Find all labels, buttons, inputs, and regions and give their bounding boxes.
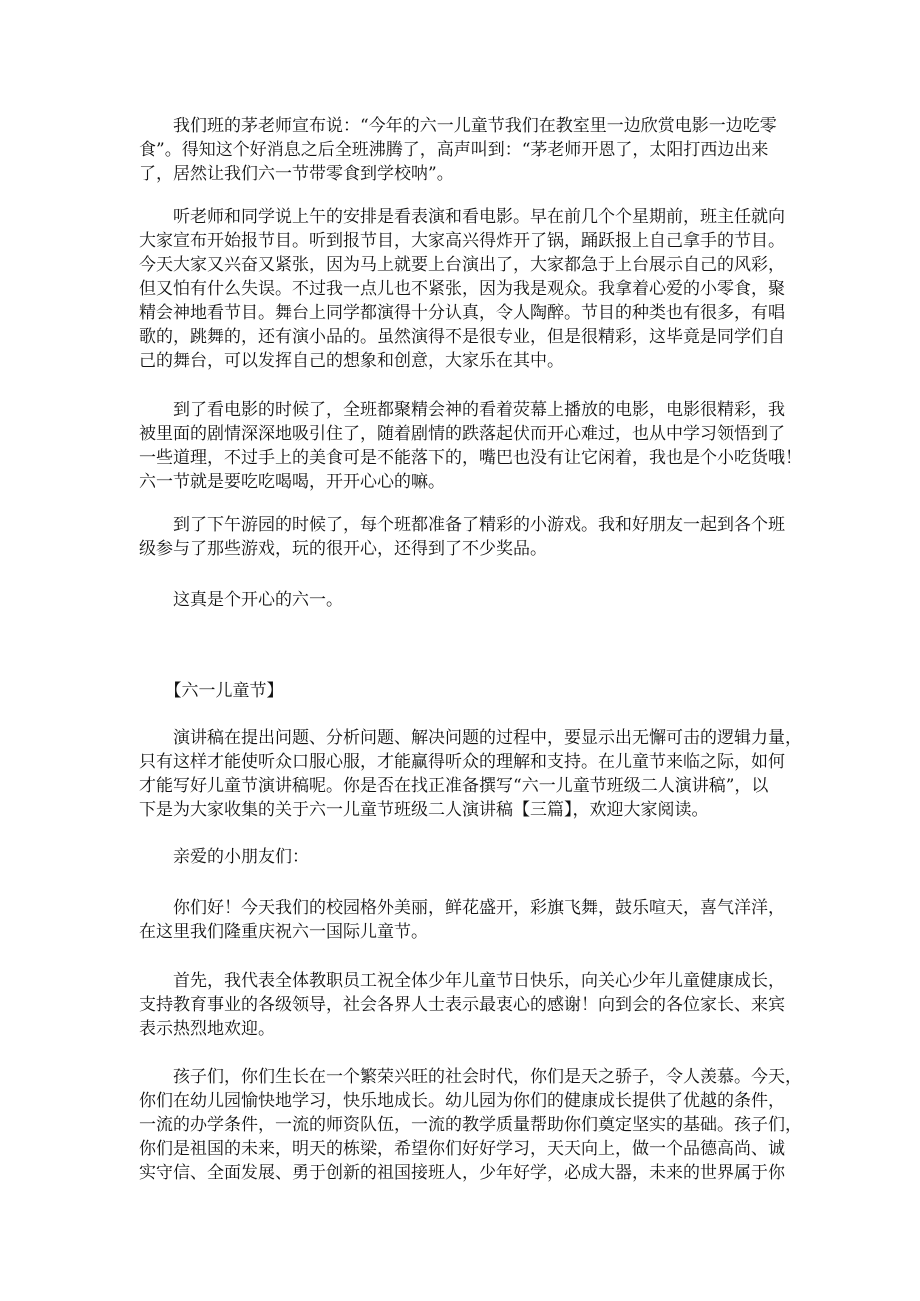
- text-line: 表示热烈地欢迎。: [139, 1019, 275, 1039]
- text-line: 被里面的剧情深深地吸引住了，随着剧情的跌落起伏而开心难过，也从中学习领悟到了: [139, 424, 785, 444]
- text-line: 了，居然让我们六一节带零食到学校呐”。: [139, 164, 454, 184]
- text-line: 在这里我们隆重庆祝六一国际儿童节。: [139, 922, 428, 942]
- paragraph-children: [139, 1065, 802, 1185]
- text-line: 歌的，跳舞的，还有演小品的。虽然演得不是很专业，但是很精彩，这毕竟是同学们自: [139, 327, 785, 347]
- text-line: 但又怕有什么失误。不过我一点儿也不紧张，因为我是观众。我拿着心爱的小零食，聚: [139, 279, 785, 299]
- text-line: 支持教育事业的各级领导，社会各界人士表示最衷心的感谢！向到会的各位家长、来宾: [139, 995, 785, 1015]
- text-line: 一些道理，不过手上的美食可是不能落下的，嘴巴也没有让它闲着，我也是个小吃货哦！: [139, 448, 802, 468]
- text-line: 孩子们，你们生长在一个繁荣兴旺的社会时代，你们是天之骄子，令人羡慕。今天，: [139, 1067, 802, 1087]
- text-line: 食”。得知这个好消息之后全班沸腾了，高声叫到：“茅老师开恩了，太阳打西边出来: [139, 140, 769, 160]
- paragraph-afternoon-games: [139, 513, 789, 561]
- paragraph-welcome: [139, 896, 789, 944]
- text-line: 下是为大家收集的关于六一儿童节班级二人演讲稿【三篇】，欢迎大家阅读。: [139, 800, 709, 820]
- text-line: 精会神地看节目。舞台上同学都演得十分认真，令人陶醉。节目的种类也有很多，有唱: [139, 303, 785, 323]
- text-line: 级参与了那些游戏，玩的很开心，还得到了不少奖品。: [139, 539, 547, 559]
- paragraph-conclusion: [139, 588, 789, 612]
- paragraph-thanks: [139, 969, 789, 1041]
- text-line: 今天大家又兴奋又紧张，因为马上就要上台演出了，大家都急于上台展示自己的风彩，: [139, 255, 785, 275]
- section-heading: [139, 679, 789, 703]
- text-line: 这真是个开心的六一。: [139, 590, 343, 610]
- text-line: 到了下午游园的时候了，每个班都准备了精彩的小游戏。我和好朋友一起到各个班: [139, 515, 785, 535]
- text-line: 首先，我代表全体教职员工祝全体少年儿童节日快乐，向关心少年儿童健康成长，: [139, 971, 785, 991]
- text-line: 演讲稿在提出问题、分析问题、解决问题的过程中，要显示出无懈可击的逻辑力量，: [139, 728, 802, 748]
- text-line: 你们好！今天我们的校园格外美丽，鲜花盛开，彩旗飞舞，鼓乐喧天，喜气洋洋，: [139, 898, 785, 918]
- paragraph-speech-intro: [139, 726, 802, 822]
- text-line: 一流的办学条件，一流的师资队伍，一流的教学质量帮助你们奠定坚实的基础。孩子们，: [139, 1115, 802, 1135]
- text-line: 到了看电影的时候了，全班都聚精会神的看着荧幕上播放的电影，电影很精彩，我: [139, 400, 785, 420]
- paragraph-morning-show: [139, 205, 789, 373]
- text-line: 我们班的茅老师宣布说：“今年的六一儿童节我们在教室里一边欣赏电影一边吃零: [139, 116, 777, 136]
- text-line: 听老师和同学说上午的安排是看表演和看电影。早在前几个个星期前，班主任就向: [139, 207, 785, 227]
- paragraph-movie: [139, 398, 802, 494]
- text-line: 你们在幼儿园愉快地学习，快乐地成长。幼儿园为你们的健康成长提供了优越的条件，: [139, 1091, 785, 1111]
- paragraph-announcement: [139, 114, 789, 186]
- text-line: 六一节就是要吃吃喝喝，开开心心的嘛。: [139, 472, 445, 492]
- text-line: 才能写好儿童节演讲稿呢。你是否在找正准备撰写“六一儿童节班级二人演讲稿”，以: [139, 776, 769, 796]
- text-line: 【六一儿童节】: [139, 681, 284, 701]
- text-line: 己的舞台，可以发挥自己的想象和创意，大家乐在其中。: [139, 351, 564, 371]
- text-line: 亲爱的小朋友们：: [139, 847, 309, 867]
- paragraph-greeting: [139, 845, 789, 869]
- text-line: 只有这样才能使听众口服心服，才能赢得听众的理解和支持。在儿童节来临之际，如何: [139, 752, 785, 772]
- text-line: 实守信、全面发展、勇于创新的祖国接班人，少年好学，必成大器，未来的世界属于你: [139, 1163, 785, 1183]
- text-line: 大家宣布开始报节目。听到报节目，大家高兴得炸开了锅，踊跃报上自己拿手的节目。: [139, 231, 785, 251]
- text-line: 你们是祖国的未来，明天的栋梁，希望你们好好学习，天天向上，做一个品德高尚、诚: [139, 1139, 785, 1159]
